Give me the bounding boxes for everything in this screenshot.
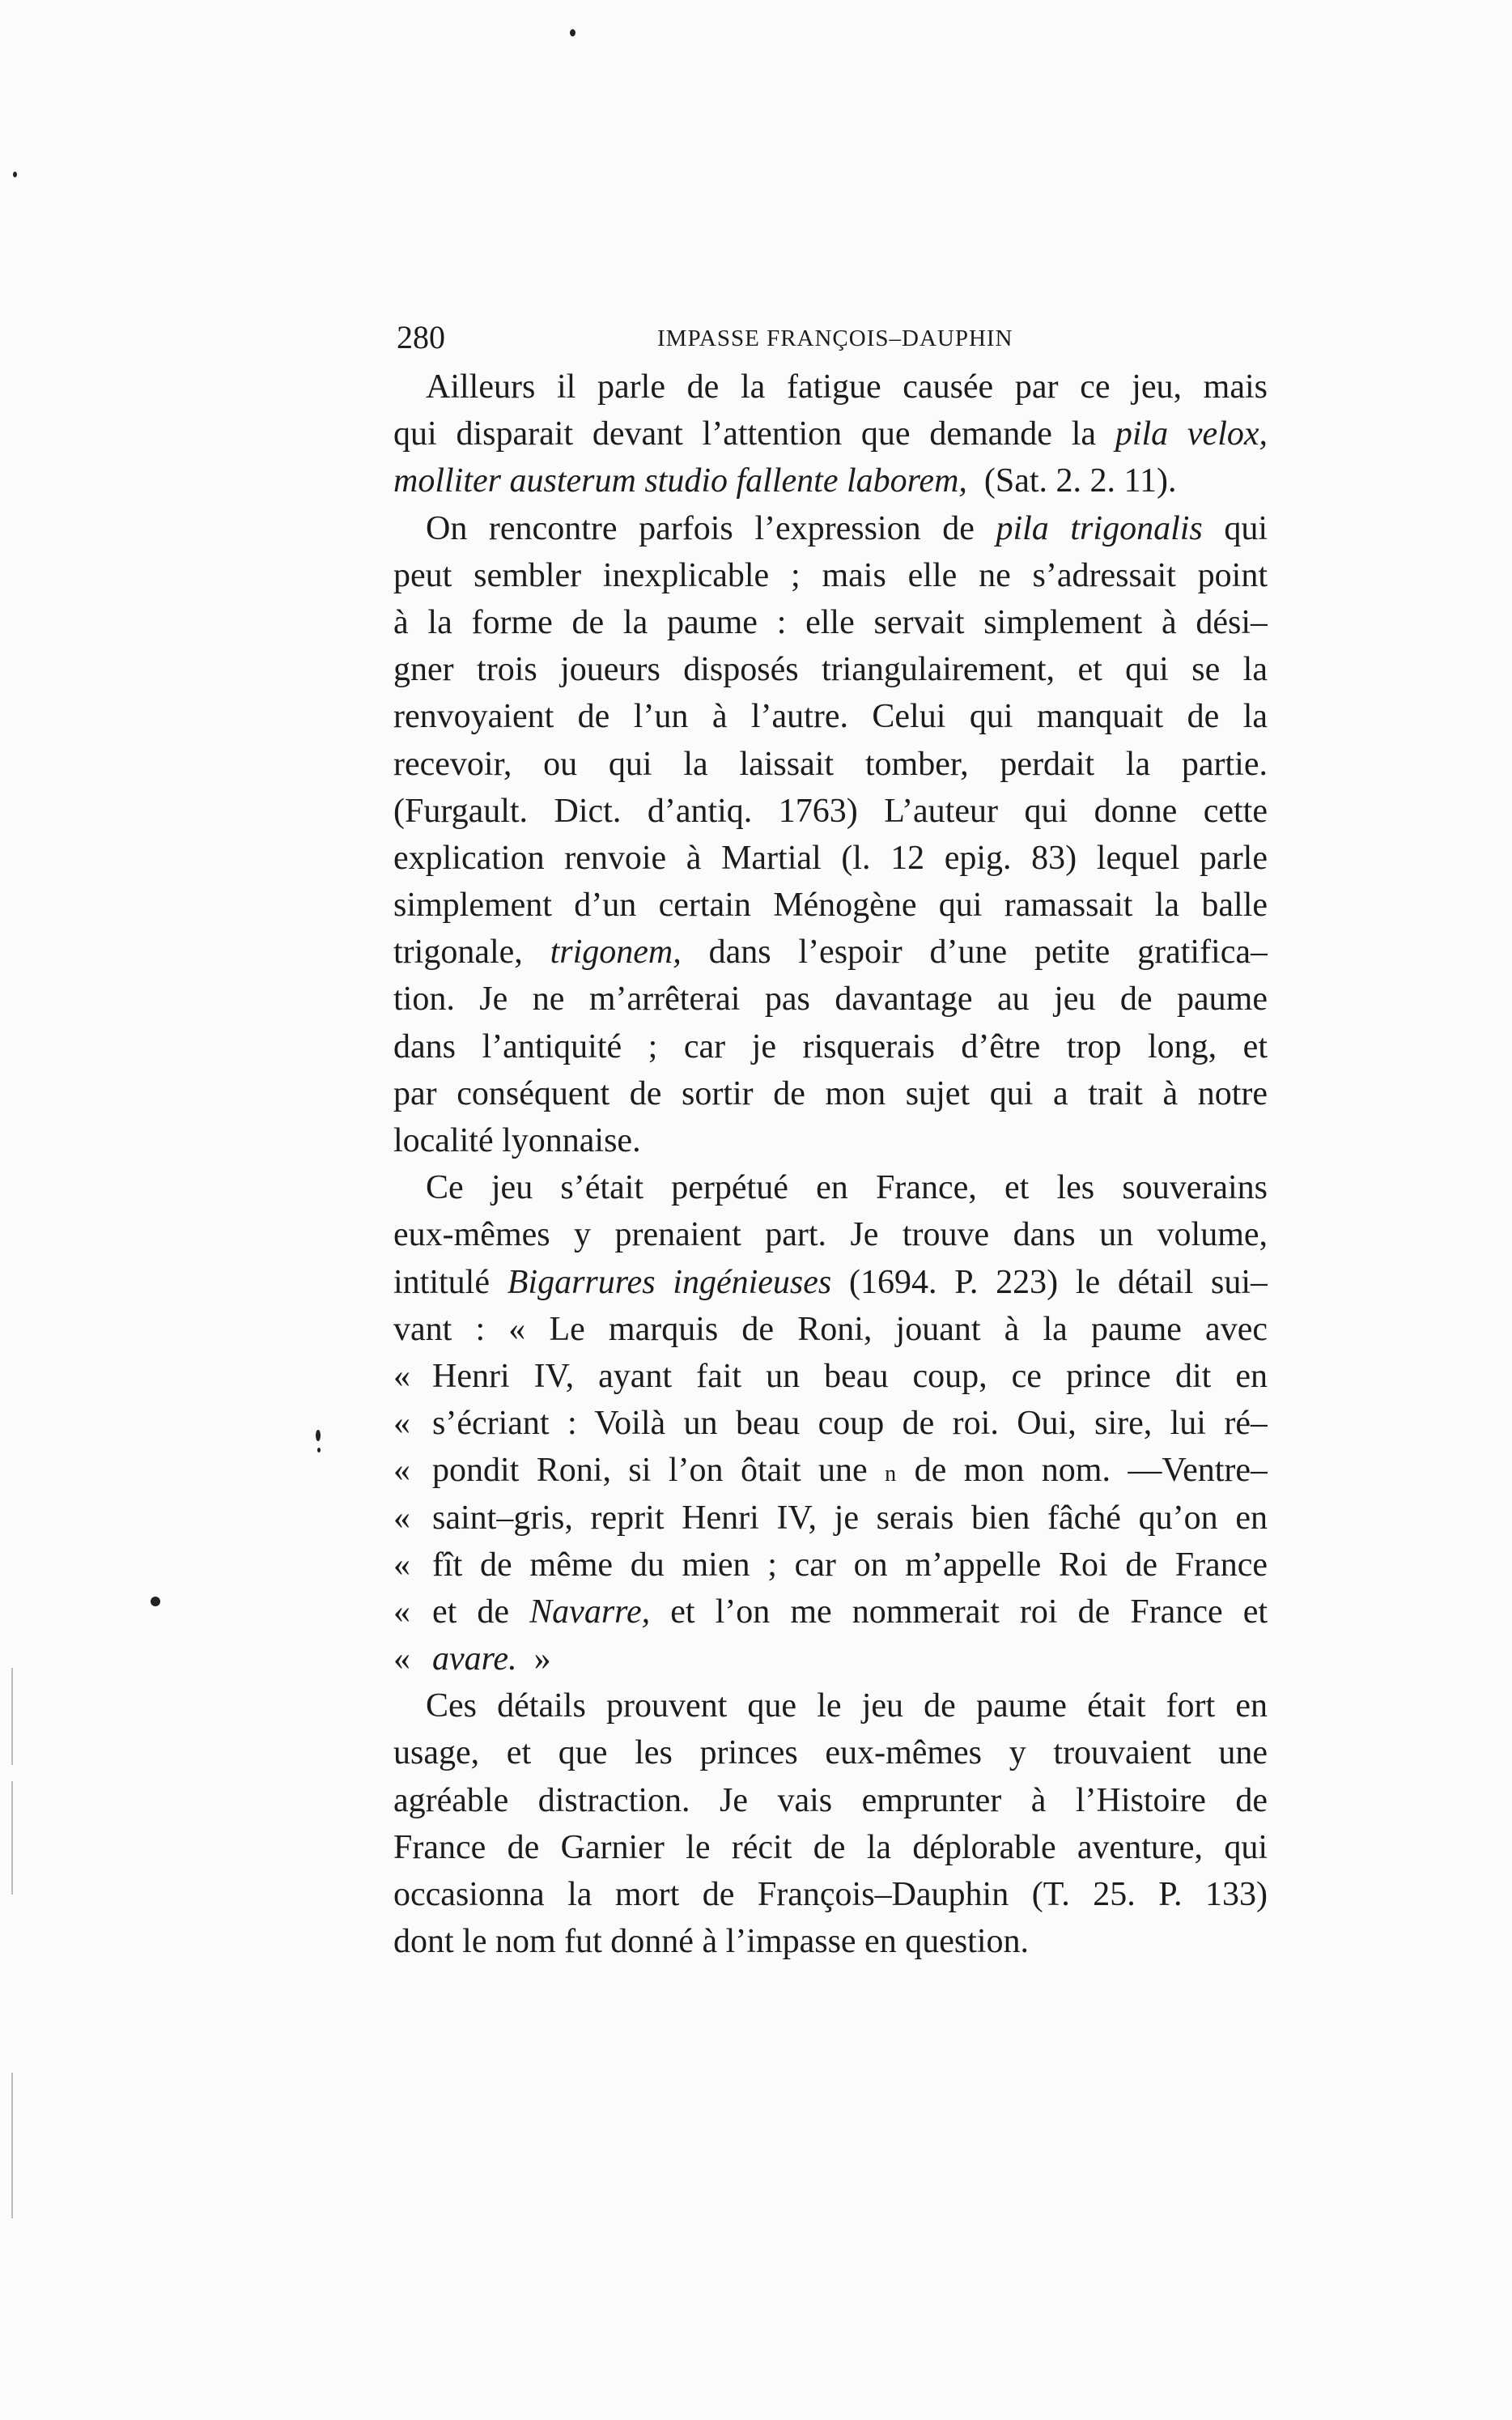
text-line: molliter austerum studio fallente laborem, (Sat. 2. 2. 11). <box>393 462 1177 500</box>
text-line: localité lyonnaise. <box>393 1122 641 1159</box>
ink-speck <box>316 1430 321 1441</box>
text-line: renvoyaient de l’un à l’autre. Celui qui manquait de la <box>393 698 1268 736</box>
text-line: à la forme de la paume : elle servait simplement à dési– <box>393 603 1268 641</box>
ink-speck <box>317 1448 321 1452</box>
ink-speck <box>570 29 575 36</box>
text-line: tion. Je ne m’arrêterai pas davantage au jeu de paume <box>393 980 1268 1019</box>
margin-line <box>11 1668 13 1765</box>
text-line: recevoir, ou qui la laissait tomber, perdait la partie. <box>393 745 1268 783</box>
text-line: vant : « Le marquis de Roni, jouant à la paume avec <box>393 1310 1268 1348</box>
text-line: simplement d’un certain Ménogène qui ramassait la balle <box>393 887 1268 925</box>
body-text <box>393 364 1268 1965</box>
quote-line: « Henri IV, ayant fait un beau coup, ce prince dit en <box>393 1357 1268 1395</box>
text-line: qui disparait devant l’attention que demande la pila velox, <box>393 415 1268 453</box>
text-line: Ce jeu s’était perpétué en France, et les souverains <box>426 1169 1268 1207</box>
quote-line: « fît de même du mien ; car on m’appelle Roi de France <box>393 1546 1268 1584</box>
text-line: agréable distraction. Je vais emprunter à l’Histoire de <box>393 1781 1268 1819</box>
margin-line <box>11 1781 13 1895</box>
text-line: dont le nom fut donné à l’impasse en question. <box>393 1923 1030 1961</box>
text-line: gner trois joueurs disposés triangulairement, et qui se la <box>393 651 1268 689</box>
text-line: trigonale, trigonem, dans l’espoir d’une petite gratifica– <box>393 934 1268 972</box>
ink-speck <box>13 172 17 177</box>
ink-speck <box>151 1597 160 1606</box>
text-line: peut sembler inexplicable ; mais elle ne s’adressait point <box>393 556 1268 594</box>
text-line: occasionna la mort de François–Dauphin (T. 25. P. 133) <box>393 1876 1268 1913</box>
margin-line <box>11 2073 13 2218</box>
text-line: eux-mêmes y prenaient part. Je trouve dans un volume, <box>393 1216 1268 1254</box>
text-line: Ces détails prouvent que le jeu de paume était fort en <box>426 1687 1268 1725</box>
text-line: Ailleurs il parle de la fatigue causée par ce jeu, mais <box>426 368 1268 406</box>
text-line: On rencontre parfois l’expression de pila trigonalis qui <box>426 509 1268 547</box>
text-line: par conséquent de sortir de mon sujet qui a trait à notre <box>393 1074 1268 1112</box>
running-head: IMPASSE FRANÇOIS–DAUPHIN <box>657 325 1013 351</box>
text-line: (Furgault. Dict. d’antiq. 1763) L’auteur qui donne cette <box>393 792 1268 830</box>
quote-line: « saint–gris, reprit Henri IV, je serais bien fâché qu’on en <box>393 1499 1268 1537</box>
quote-line: « s’écriant : Voilà un beau coup de roi. Oui, sire, lui ré– <box>393 1405 1268 1443</box>
page-number: 280 <box>397 319 445 355</box>
page-header <box>397 317 1271 358</box>
text-line: France de Garnier le récit de la déplorable aventure, qui <box>393 1828 1268 1866</box>
text-line: explication renvoie à Martial (l. 12 epig. 83) lequel parle <box>393 839 1268 877</box>
text-line: dans l’antiquité ; car je risquerais d’être trop long, et <box>393 1027 1268 1065</box>
text-line: usage, et que les princes eux-mêmes y trouvaient une <box>393 1734 1268 1772</box>
quote-line: « avare. » <box>393 1640 551 1678</box>
text-line: intitulé Bigarrures ingénieuses (1694. P. 223) le détail sui– <box>393 1263 1268 1301</box>
quote-line: « et de Navarre, et l’on me nommerait roi de France et <box>393 1593 1268 1631</box>
quote-line: « pondit Roni, si l’on ôtait une n de mon nom. —Ventre– <box>393 1452 1268 1490</box>
